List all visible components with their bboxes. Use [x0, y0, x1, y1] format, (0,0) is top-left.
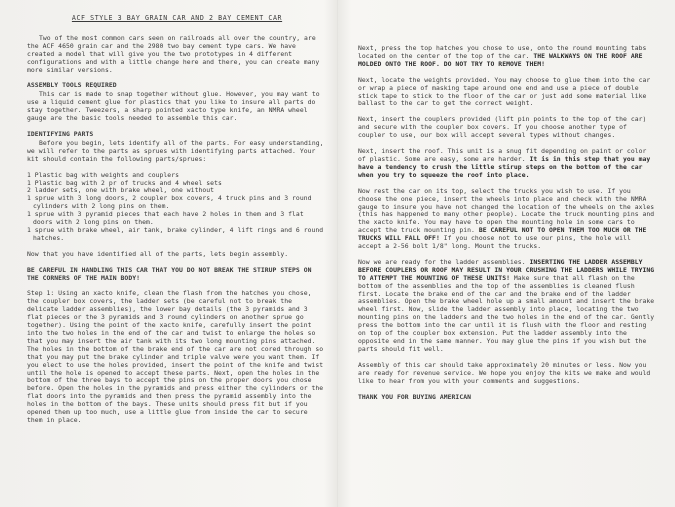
list-item: 1 sprue with brake wheel, air tank, brake cylinder, 4 lift rings and 6 round hatches. — [27, 225, 324, 242]
ladder-text: Now we are ready for the ladder assemblies. — [358, 257, 530, 266]
parts-list — [27, 172, 327, 243]
ladder-warning: INSERTING THE LADDER ASSEMBLY BEFORE COUPLERS OR ROOF MAY RESULT IN YOUR CRUSHING THE LADDERS WHILE TRYING TO ATTEMPT THE MOUNTING OF THESE UNITS! — [358, 257, 655, 282]
ladder-text-tail: Make sure that all flash on the bottom of the assemblies and the top of the assemblies is cleaned flush first. Locate the brake end of the car and the brake end of the ladder assemblies. Open the brake wheel hole up a small amount and insert the brake wheel first. Now, slide the ladder assembly into place, locating the two mounting pins on the ladders and the two holes in the end of the car. Gently press the bottom into the car until it is flush with the floor and resting on top of the coupler box extension. Put the ladder assembly into the opposite end in the same manner. You may glue the pins if you wish but the parts should fit well. — [358, 273, 655, 353]
list-item: 1 sprue with 3 long doors, 2 coupler box covers, 4 truck pins and 3 round cylinders with 2 long pins on them. — [27, 194, 312, 211]
left-column — [27, 0, 327, 433]
list-item: 1 Plastic bag with weights and couplers — [27, 170, 180, 179]
hatches-text: Next, press the top hatches you chose to use, onto the round mounting tabs located on the center of the top of the car. — [358, 44, 647, 60]
stirup-warning: BE CAREFUL IN HANDLING THIS CAR THAT YOU DO NOT BREAK THE STIRUP STEPS ON THE CORNERS OF THE MAIN BODY! — [27, 265, 312, 282]
ladder-paragraph — [358, 259, 658, 354]
trucks-warning: BE CAREFUL NOT TO OPEN THEM TOO MUCH OR THE TRUCKS WILL FALL OFF! — [358, 226, 647, 243]
hatches-paragraph — [358, 45, 658, 69]
begin-assembly-paragraph: Now that you have identified all of the parts, lets begin assembly. — [27, 249, 289, 258]
closing-paragraph: Assembly of this car should take approximately 20 minutes or less. Now you are ready for revenue service. We hope you enjoy the kits we make and would like to hear from you with your comments and suggestions. — [358, 360, 651, 385]
trucks-text-tail: If you choose not to use our pins, the hole will accept a 2-56 bolt 1/8" long. Mount the trucks. — [358, 234, 631, 251]
identifying-parts-paragraph: Before you begin, lets identify all of the parts. For easy understanding, we will refer to the parts as sprues with identifying parts attached. Your kit should contain the following parts/sprues: — [27, 138, 324, 163]
roof-paragraph — [358, 148, 658, 180]
roof-warning: It is in this step that you may have a tendency to crush the little stirup steps on the bottom of the car when you try to squeeze the roof into place. — [358, 154, 651, 179]
roof-text: Next, insert the roof. This unit is a snug fit depending on paint or color of plastic. Some are easy, some are harder. — [358, 147, 647, 163]
list-item: 2 ladder sets, one with brake wheel, one without — [27, 186, 215, 195]
list-item: 1 sprue with 3 pyramid pieces that each have 2 holes in them and 3 flat doors with 2 long pins on them. — [27, 210, 304, 227]
walkway-warning: THE WALKWAYS ON THE ROOF ARE MOLDED ONTO THE ROOF. DO NOT TRY TO REMOVE THEM! — [358, 51, 643, 68]
list-item: 1 Plastic bag with 2 pr of trucks and 4 wheel sets — [27, 178, 222, 187]
trucks-paragraph — [358, 188, 658, 251]
assembly-tools-paragraph: This car is made to snap together without glue. However, you may want to use a liquid cement glue for plastics that you like to insure all parts do stay together. Tweezers, a sharp pointed xacto type knife, an NMRA wheel gauge are the basic tools needed to assemble this car. — [27, 90, 320, 123]
weights-paragraph: Next, locate the weights provided. You may choose to glue them into the car or wrap a piece of masking tape around one end and use a piece of double stick tape to stick to the floor of the car or just add some material like ballast to the car to get the correct weight. — [358, 75, 651, 108]
assembly-tools-heading: ASSEMBLY TOOLS REQUIRED — [27, 81, 117, 90]
intro-paragraph: Two of the most common cars seen on railroads all over the country, are the ACF 4650 grain car and the 2980 two bay cement type cars. We have created a model that will give you the two prototypes in 4 different configurations and with a little change here and there, you can create many more similar versions. — [27, 33, 320, 74]
page-title: ACF STYLE 3 BAY GRAIN CAR AND 2 BAY CEMENT CAR — [71, 14, 283, 22]
thank-you-line: THANK YOU FOR BUYING AMERICAN — [358, 392, 472, 401]
identifying-parts-heading: IDENTIFYING PARTS — [27, 129, 94, 138]
page-fold — [337, 0, 339, 507]
trucks-text: Now rest the car on its top, select the trucks you wish to use. If you choose the one piece, insert the wheels into place and check with the NMRA gauge to insure you have not changed the location of the wheels on the axles (this has happened to many other people). Locate the truck mounting pins and the xacto knife. You may have to open the mounting hole in some cars to accept the truck mounting pin. — [358, 186, 655, 235]
step-1-paragraph: Step 1: Using an xacto knife, clean the flash from the hatches you chose, the coupler box covers, the ladder sets (be careful not to break the delicate ladder assemblies), the lower bay details (the 3 pyramids and 3 flat pieces or the 3 pyramids and 3 round cylinders on another sprue go together). Using the point of the xacto knife, carefully insert the point into the two holes in the end of the car and twist to enlarge the holes so that you may insert the air tank with its two long mounting pins attached. The holes in the bottom of the brake end of the car are not cored through so that you may put the brake cylinder and triple valve were you want them. If you elect to use the holes provided, insert the point of the knife and twist until the hole is opened to accept these parts. Next, open the holes in the bottom of the three bays to accept the pins on the proper doors you chose before. Open the holes in the pyramids and press either the cylinders or the flat doors into the pyramids and then press the pyramid assembly into the holes in the bottom of the bays. These units should press fit but if you opened them up too much, use a little glue from inside the car to secure them in place. — [27, 289, 324, 424]
right-column — [358, 0, 658, 402]
couplers-paragraph: Next, insert the couplers provided (lift pin points to the top of the car) and secure with the coupler box covers. If you choose another type of coupler to use, our box will accept several types without changes. — [358, 115, 647, 140]
